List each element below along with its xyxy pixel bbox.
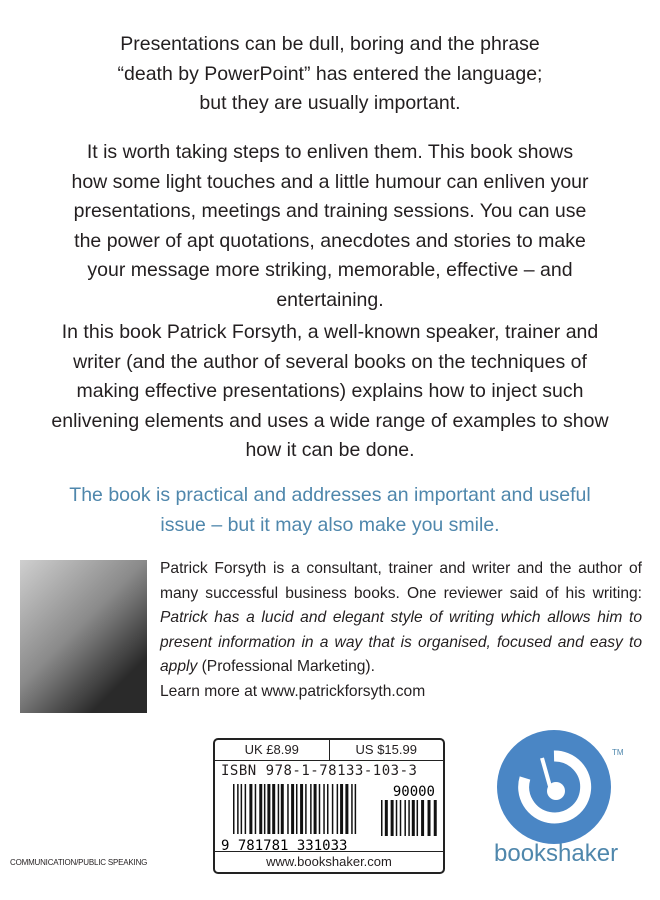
author-paragraph: In this book Patrick Forsyth, a well-known speaker, trainer and writer (and the author of several books on the techniques of making effective presentations) explains how to inject such enlivening elements and uses a wide range of examples to show how it can be done. xyxy=(51,321,609,461)
addon-digits: 90000 xyxy=(392,784,435,800)
bio-quote: Patrick has a lucid and elegant style of writing which allows him to present information in a way that is organised, focused and easy to apply xyxy=(160,609,642,675)
publisher-name: bookshaker xyxy=(494,840,619,867)
publisher-website: www.bookshaker.com xyxy=(215,851,443,872)
ean-digits: 9 781781 331033 xyxy=(221,838,348,852)
bio-intro: Patrick Forsyth is a consultant, trainer and writer and the author of many successful business books. One reviewer said of his writing: xyxy=(160,560,642,602)
trademark: TM xyxy=(612,748,624,757)
bookshaker-logo-icon xyxy=(495,728,613,846)
highlight-paragraph: The book is practical and addresses an important and useful issue – but it may also make you smile. xyxy=(69,484,591,536)
author-bio xyxy=(160,557,642,704)
barcode-label xyxy=(213,738,445,874)
bio-source: (Professional Marketing). xyxy=(197,658,375,675)
author-website: Learn more at www.patrickforsyth.com xyxy=(160,682,426,700)
category-label: COMMUNICATION/PUBLIC SPEAKING xyxy=(10,858,148,867)
description-paragraph: It is worth taking steps to enliven them. This book shows how some light touches and a little humour can enliven your presentations, meetings and training sessions. You can use the power of apt quotations, anecdotes and stories to make your message more striking, memorable, effective – and entertaining. xyxy=(71,141,589,311)
barcode-icon xyxy=(221,784,439,852)
us-price: US $15.99 xyxy=(355,742,417,757)
uk-price: UK £8.99 xyxy=(215,740,330,760)
isbn: ISBN 978-1-78133-103-3 xyxy=(221,763,418,779)
author-photo xyxy=(20,560,147,713)
intro-paragraph: Presentations can be dull, boring and the phrase “death by PowerPoint” has entered the language; but they are usually important. xyxy=(117,33,543,114)
